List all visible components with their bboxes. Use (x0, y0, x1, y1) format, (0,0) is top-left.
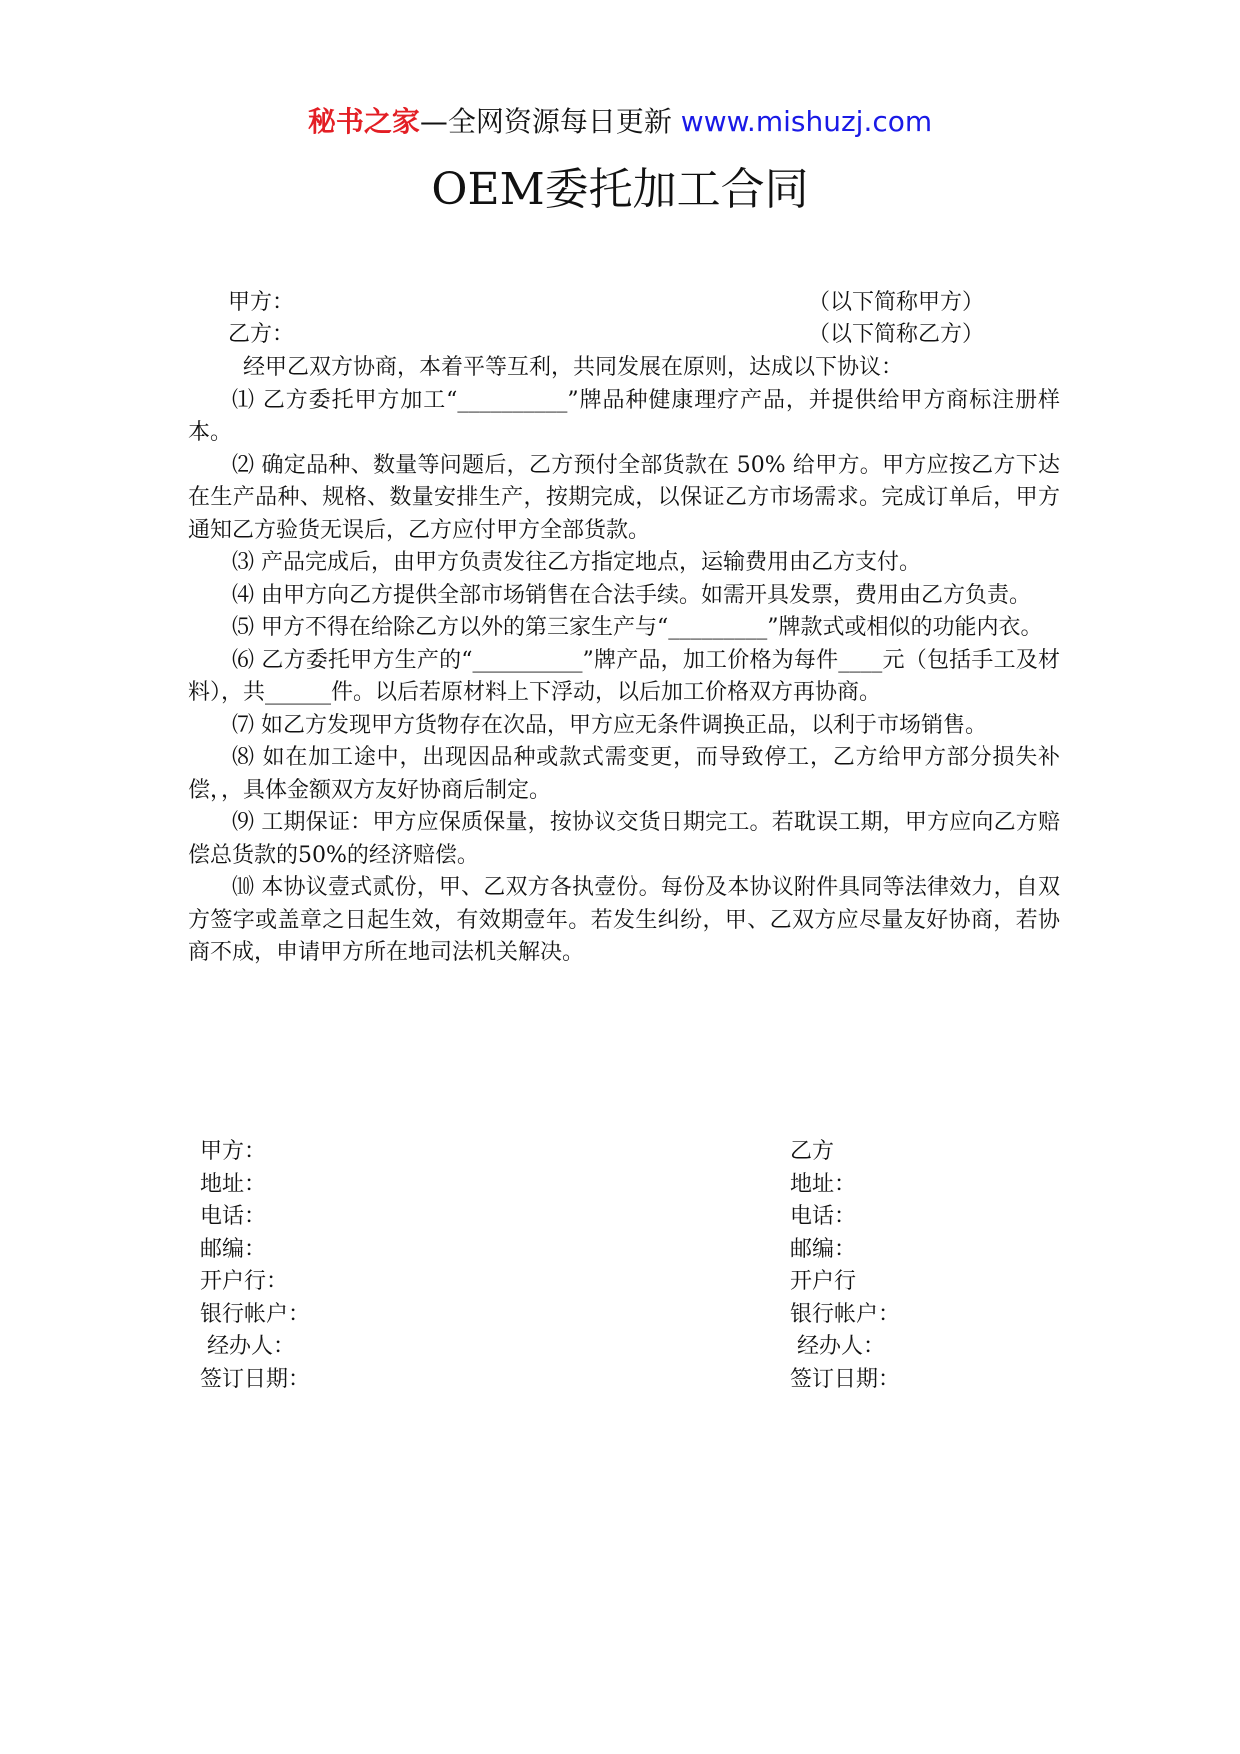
sig-b-bank: 开户行 (790, 1269, 857, 1294)
site-tagline: —全网资源每日更新 (419, 105, 672, 138)
sig-b-account: 银行帐户： (790, 1301, 901, 1327)
clause-7: ⑺ 如乙方发现甲方货物存在次品，甲方应无条件调换正品，以利于市场销售。 (232, 712, 987, 738)
document-title: OEM委托加工合同 (431, 164, 809, 215)
sig-b-postcode: 邮编： (790, 1236, 857, 1262)
sig-a-account: 银行帐户： (200, 1301, 311, 1327)
contract-body (188, 352, 1060, 970)
sig-b-agent: 经办人： (790, 1334, 885, 1359)
clause-2: ⑵ 确定品种、数量等问题后，乙方预付全部货款在 50% 给甲方。甲方应按乙方下达在生产品种、规格、数量安排生产，按期完成，以保证乙方市场需求。完成订单后，甲方通知乙方验货无误后，乙方应付甲方全部货款。 (188, 452, 1060, 543)
sig-b-date: 签订日期： (790, 1366, 901, 1392)
sig-a-phone: 电话： (200, 1204, 267, 1229)
clause-10: ⑽ 本协议壹式贰份，甲、乙双方各执壹份。每份及本协议附件具同等法律效力，自双方签字或盖章之日起生效，有效期壹年。若发生纠纷，甲、乙双方应尽量友好协商，若协商不成，申请甲方所在地司法机关解决。 (188, 875, 1060, 965)
clause-5: ⑸ 甲方不得在给除乙方以外的第三家生产与“_________”牌款式或相似的功能内衣。 (232, 615, 1043, 640)
party-a-signature-block (200, 1136, 500, 1396)
party-a-line (228, 287, 984, 319)
party-b-line (228, 319, 984, 351)
party-a-note: （以下简称甲方） (807, 290, 984, 315)
sig-a-agent: 经办人： (200, 1334, 295, 1359)
clause-9: ⑼ 工期保证：甲方应保质保量，按协议交货日期完工。若耽误工期，甲方应向乙方赔偿总货款的50%的经济赔偿。 (188, 810, 1060, 868)
sig-a-postcode: 邮编： (200, 1236, 267, 1262)
clause-1: ⑴ 乙方委托甲方加工“__________”牌品种健康理疗产品，并提供给甲方商标注册样本。 (188, 387, 1060, 445)
clause-6: ⑹ 乙方委托甲方生产的“__________”牌产品，加工价格为每件____元（包括手工及材料），共______件。以后若原材料上下浮动，以后加工价格双方再协商。 (188, 647, 1060, 705)
site-banner (0, 100, 1240, 144)
sig-a-bank: 开户行： (200, 1269, 289, 1294)
intro-paragraph: 经甲乙双方协商，本着平等互利，共同发展在原则，达成以下协议： (243, 355, 904, 380)
clause-3: ⑶ 产品完成后，由甲方负责发往乙方指定地点，运输费用由乙方支付。 (232, 550, 921, 575)
party-b-label: 乙方： (228, 322, 295, 347)
sig-b-address: 地址： (790, 1171, 857, 1197)
party-b-signature-block (790, 1136, 1090, 1396)
sig-a-address: 地址： (200, 1171, 267, 1197)
party-b-note: （以下简称乙方） (807, 322, 984, 347)
site-brand: 秘书之家 (307, 105, 420, 138)
party-a-label: 甲方： (228, 290, 295, 315)
sig-b-party: 乙方 (790, 1139, 835, 1164)
clause-8: ⑻ 如在加工途中，出现因品种或款式需变更，而导致停工，乙方给甲方部分损失补偿，，具体金额双方友好协商后制定。 (188, 745, 1060, 803)
sig-a-date: 签订日期： (200, 1366, 311, 1392)
clause-4: ⑷ 由甲方向乙方提供全部市场销售在合法手续。如需开具发票，费用由乙方负责。 (232, 582, 1031, 608)
site-url-link[interactable]: www.mishuzj.com (680, 105, 933, 138)
sig-a-party: 甲方： (200, 1139, 267, 1164)
sig-b-phone: 电话： (790, 1204, 857, 1229)
